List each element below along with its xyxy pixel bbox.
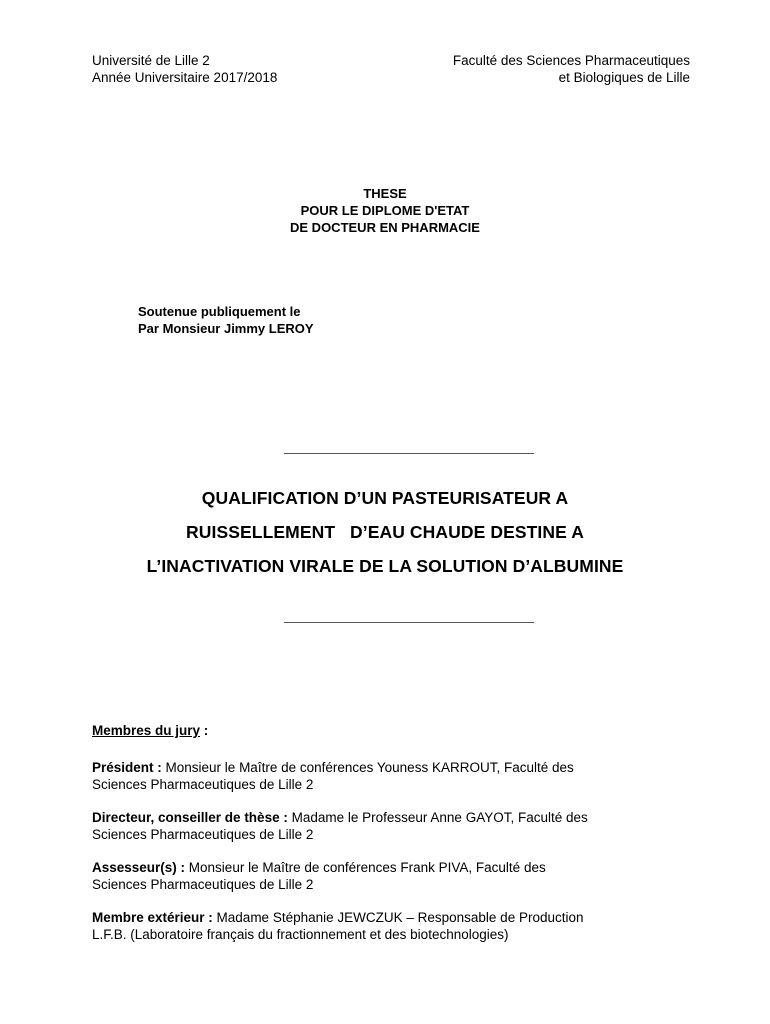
thesis-heading (0, 185, 770, 236)
thesis-line-3: DE DOCTEUR EN PHARMACIE (290, 220, 480, 235)
header-faculty (453, 52, 690, 86)
thesis-line-1: THESE (363, 186, 407, 201)
member-description: Madame le Professeur Anne GAYOT, Faculté des (291, 810, 588, 825)
jury-heading-colon: : (200, 723, 209, 738)
member-role: Président : (92, 760, 166, 775)
title-divider-top (284, 453, 534, 454)
faculty-name-line2: et Biologiques de Lille (558, 70, 690, 85)
jury-section (92, 722, 692, 959)
member-role: Membre extérieur : (92, 910, 217, 925)
title-line-3: L’INACTIVATION VIRALE DE LA SOLUTION D’ALBUMINE (146, 556, 624, 576)
member-affiliation: Sciences Pharmaceutiques de Lille 2 (92, 777, 314, 792)
member-description: Monsieur le Maître de conférences Frank PIVA, Faculté des (188, 860, 546, 875)
jury-member-president (92, 759, 692, 793)
member-role: Directeur, conseiller de thèse : (92, 810, 292, 825)
header-university (92, 52, 277, 86)
member-affiliation: Sciences Pharmaceutiques de Lille 2 (92, 877, 314, 892)
defense-date-line: Soutenue publiquement le (138, 304, 301, 319)
jury-heading-label: Membres du jury (92, 723, 201, 738)
member-role: Assesseur(s) : (92, 860, 189, 875)
member-description: Monsieur le Maître de conférences Youness KARROUT, Faculté des (165, 760, 574, 775)
university-name: Université de Lille 2 (92, 53, 210, 68)
title-divider-bottom (284, 622, 534, 623)
thesis-title (0, 481, 770, 583)
jury-member-external (92, 909, 692, 943)
faculty-name-line1: Faculté des Sciences Pharmaceutiques (452, 53, 690, 68)
member-description: Madame Stéphanie JEWCZUK – Responsable de Production (216, 910, 584, 925)
member-affiliation: Sciences Pharmaceutiques de Lille 2 (92, 827, 314, 842)
title-line-1: QUALIFICATION D’UN PASTEURISATEUR A (201, 488, 569, 508)
defense-info (138, 303, 314, 337)
title-line-2: RUISSELLEMENT D’EAU CHAUDE DESTINE A (186, 522, 584, 542)
defense-author-line: Par Monsieur Jimmy LEROY (138, 321, 314, 336)
jury-member-assessor (92, 859, 692, 893)
jury-heading (92, 722, 692, 739)
thesis-line-2: POUR LE DIPLOME D'ETAT (300, 203, 470, 218)
academic-year: Année Universitaire 2017/2018 (92, 70, 278, 85)
jury-member-director (92, 809, 692, 843)
member-affiliation: L.F.B. (Laboratoire français du fractionnement et des biotechnologies) (92, 927, 509, 942)
